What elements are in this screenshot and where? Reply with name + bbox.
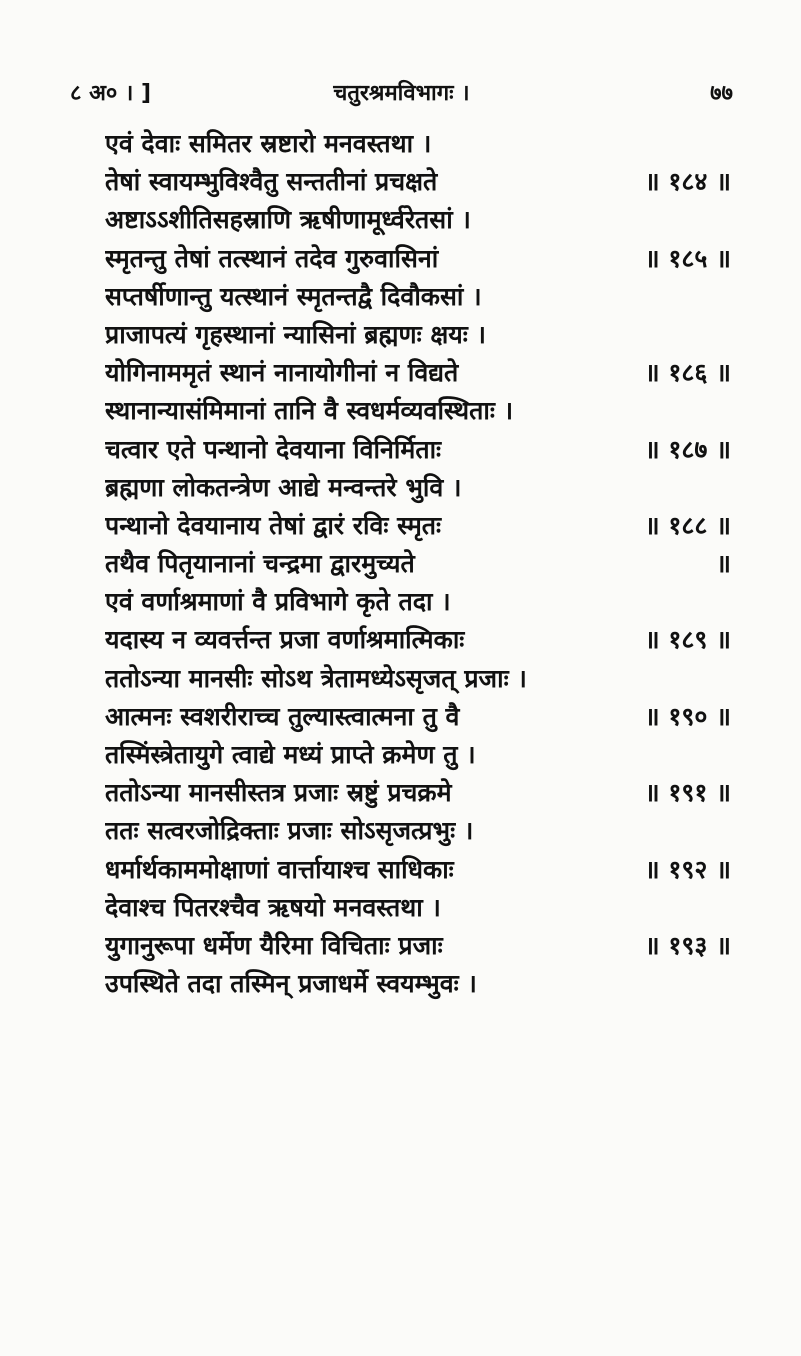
line-text: योगिनाममृतं स्थानं नानायोगीनां न विद्यते <box>105 358 459 388</box>
verse-number: ॥ १८८ ॥ <box>644 510 731 540</box>
verse-line <box>105 201 731 239</box>
verse-line <box>105 927 731 965</box>
line-text: पन्थानो देवयानाय तेषां द्वारं रविः स्मृतः <box>105 510 442 540</box>
verse-line <box>105 736 731 774</box>
verse-number: ॥ १८५ ॥ <box>644 243 731 273</box>
verse-line <box>105 278 731 316</box>
running-title: चतुरश्रमविभागः । <box>333 81 470 106</box>
verse-line <box>105 316 731 354</box>
line-text: चत्वार एते पन्थानो देवयाना विनिर्मिताः <box>105 434 442 464</box>
line-text: यदास्य न व्यवर्त्तन्त प्रजा वर्णाश्रमात्मिकाः <box>105 625 465 655</box>
verse-line <box>105 392 731 430</box>
line-text: एवं वर्णाश्रमाणां वै प्रविभागे कृते तदा । <box>105 587 451 617</box>
verse-line <box>105 163 731 201</box>
verse-line <box>105 240 731 278</box>
line-text: तेषां स्वायम्भुविश्वैतु सन्ततीनां प्रचक्षते <box>105 167 438 197</box>
line-text: तथैव पितृयानानां चन्द्रमा द्वारमुच्यते <box>105 549 415 579</box>
verse-line <box>105 431 731 469</box>
line-text: सप्तर्षीणान्तु यत्स्थानं स्मृतन्तद्वै दिवौकसां । <box>105 281 482 311</box>
running-header <box>70 78 733 110</box>
line-text: ततोऽन्या मानसीस्तत्र प्रजाः स्रष्टुं प्रचक्रमे <box>105 778 452 808</box>
verse-number: ॥ १९३ ॥ <box>644 930 731 960</box>
line-text: धर्मार्थकाममोक्षाणां वार्त्तायाश्च साधिकाः <box>105 854 454 884</box>
line-text: देवाश्च पितरश्चैव ऋषयो मनवस्तथा । <box>105 892 441 922</box>
line-text: अष्टाऽऽशीतिसहस्राणि ऋषीणामूर्ध्वरेतसां । <box>105 205 471 235</box>
verse-line <box>105 698 731 736</box>
verse-number: ॥ १९१ ॥ <box>644 778 731 808</box>
line-text: ततः सत्वरजोद्रिक्ताः प्रजाः सोऽसृजत्प्रभुः । <box>105 816 474 846</box>
verse-line <box>105 469 731 507</box>
line-text: स्थानान्यासंमिमानां तानि वै स्वधर्मव्यवस्थिताः । <box>105 396 514 426</box>
verse-line <box>105 354 731 392</box>
line-text: तस्मिंस्त्रेतायुगे त्वाद्ये मध्यं प्राप्ते क्रमेण तु । <box>105 740 476 769</box>
page-number: ७७ <box>710 81 733 106</box>
verse-line <box>105 125 731 163</box>
line-text: उपस्थिते तदा तस्मिन् प्रजाधर्मे स्वयम्भुवः । <box>105 969 477 999</box>
verse-line <box>105 621 731 659</box>
verse-line <box>105 583 731 621</box>
verse-line <box>105 889 731 927</box>
verse-text <box>105 125 731 1003</box>
verse-number: ॥ १८९ ॥ <box>644 625 731 655</box>
line-text: ततोऽन्या मानसीः सोऽथ त्रेतामध्येऽसृजत् प्रजाः । <box>105 663 527 693</box>
verse-line <box>105 965 731 1003</box>
verse-line <box>105 812 731 850</box>
verse-number: ॥ १९२ ॥ <box>644 854 731 884</box>
line-text: स्मृतन्तु तेषां तत्स्थानं तदेव गुरुवासिनां <box>105 243 439 273</box>
line-text: ब्रह्मणा लोकतन्त्रेण आद्ये मन्वन्तरे भुवि । <box>105 472 462 502</box>
verse-number: ॥ <box>716 549 731 579</box>
line-text: एवं देवाः समितर स्रष्टारो मनवस्तथा । <box>105 129 432 158</box>
verse-number: ॥ १९० ॥ <box>644 701 731 731</box>
chapter-reference: ८ अ० । ] <box>70 81 152 106</box>
verse-number: ॥ १८६ ॥ <box>644 358 731 388</box>
line-text: युगानुरूपा धर्मेण यैरिमा विचिताः प्रजाः <box>105 930 443 960</box>
verse-line <box>105 545 731 583</box>
verse-line <box>105 507 731 545</box>
verse-number: ॥ १८७ ॥ <box>644 434 731 464</box>
line-text: प्राजापत्यं गृहस्थानां न्यासिनां ब्रह्मणः क्षयः । <box>105 319 487 349</box>
verse-line <box>105 774 731 812</box>
verse-number: ॥ १८४ ॥ <box>644 167 731 197</box>
line-text: आत्मनः स्वशरीराच्च तुल्यास्त्वात्मना तु वै <box>105 701 460 731</box>
verse-line <box>105 660 731 698</box>
verse-line <box>105 851 731 889</box>
